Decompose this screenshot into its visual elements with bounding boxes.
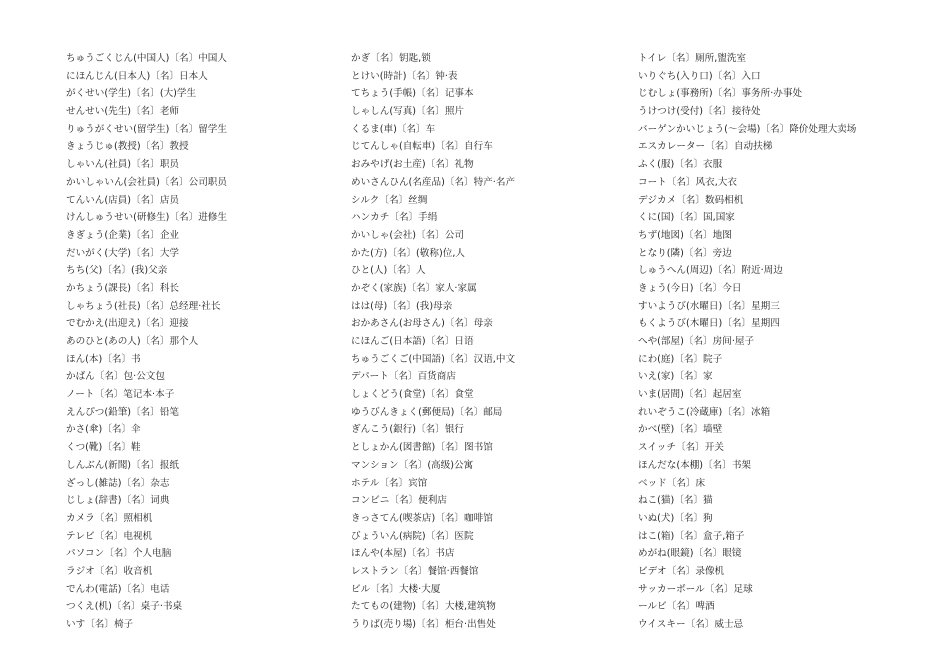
vocabulary-entry: ラジオ〔名〕收音机 <box>66 565 153 577</box>
vocabulary-entry: くつ(靴)〔名〕鞋 <box>66 442 141 454</box>
vocabulary-entry: カメラ〔名〕照相机 <box>66 512 153 524</box>
vocabulary-entry: はは(母)〔名〕(我)母亲 <box>351 300 453 312</box>
vocabulary-entry: いぬ(犬)〔名〕狗 <box>638 512 713 524</box>
vocabulary-entry: はこ(箱)〔名〕盒子,箱子 <box>638 530 745 542</box>
vocabulary-entry: いす〔名〕椅子 <box>66 619 134 630</box>
vocabulary-entry: でむかえ(出迎え)〔名〕迎接 <box>66 318 189 330</box>
vocabulary-entry: ちず(地図)〔名〕地图 <box>638 229 732 241</box>
vocabulary-entry: ノート〔名〕笔记本·本子 <box>66 389 175 401</box>
vocabulary-entry: もくようび(木曜日)〔名〕星期四 <box>638 318 780 330</box>
vocabulary-entry: たてもの(建物)〔名〕大楼,建筑物 <box>351 601 496 613</box>
vocabulary-entry: ちゅうごくご(中国語)〔名〕汉语,中文 <box>351 353 516 365</box>
vocabulary-entry: テレビ〔名〕电视机 <box>66 530 153 542</box>
vocabulary-entry: エスカレーター〔名〕自动扶梯 <box>638 141 773 153</box>
vocabulary-entry: ねこ(猫)〔名〕猫 <box>638 495 713 507</box>
vocabulary-entry: ちゅうごくじん(中国人)〔名〕中国人 <box>66 53 227 64</box>
vocabulary-entry: となり(隣)〔名〕旁边 <box>638 247 732 259</box>
vocabulary-entry: じてんしゃ(自転車)〔名〕自行车 <box>351 141 493 153</box>
vocabulary-entry: かぞく(家族)〔名〕家人·家属 <box>351 282 477 294</box>
vocabulary-entry: ハンカチ〔名〕手绢 <box>351 212 438 224</box>
vocabulary-entry: とけい(時計)〔名〕钟·表 <box>351 70 458 82</box>
vocabulary-entry: しゅうへん(周辺)〔名〕附近·周边 <box>638 265 783 277</box>
vocabulary-entry: かいしゃ(会社)〔名〕公司 <box>351 229 465 241</box>
vocabulary-entry: マンション〔名〕(高级)公寓 <box>351 459 474 471</box>
vocabulary-entry: きょう(今日)〔名〕今日 <box>638 282 742 294</box>
vocabulary-entry: ホテル〔名〕宾馆 <box>351 477 428 489</box>
vocabulary-entry: ほんや(本屋)〔名〕书店 <box>351 548 455 560</box>
vocabulary-entry: かた(方)〔名〕(敬称)位,人 <box>351 247 465 259</box>
vocabulary-entry: てちょう(手帳)〔名〕记事本 <box>351 88 474 100</box>
vocabulary-column-1 <box>66 50 336 634</box>
vocabulary-entry: しゃしん(写真)〔名〕照片 <box>351 106 465 118</box>
vocabulary-entry: しゃいん(社員)〔名〕职员 <box>66 159 180 171</box>
vocabulary-entry: きっさてん(喫茶店)〔名〕咖啡馆 <box>351 512 493 524</box>
vocabulary-entry: いりぐち(入り口)〔名〕入口 <box>638 70 761 82</box>
vocabulary-entry: でんわ(電話)〔名〕电话 <box>66 583 170 595</box>
vocabulary-entry: サッカーボール〔名〕足球 <box>638 583 753 595</box>
vocabulary-entry: ベッド〔名〕床 <box>638 477 706 489</box>
vocabulary-entry: がくせい(学生)〔名〕(大)学生 <box>66 88 197 100</box>
vocabulary-entry: ゆうびんきょく(郵便局)〔名〕邮局 <box>351 406 503 418</box>
vocabulary-entry: ほんだな(本棚)〔名〕书架 <box>638 459 752 471</box>
vocabulary-entry: うけつけ(受付)〔名〕接待处 <box>638 106 761 118</box>
vocabulary-entry: にわ(庭)〔名〕院子 <box>638 353 723 365</box>
vocabulary-entry: てんいん(店員)〔名〕店员 <box>66 194 180 206</box>
vocabulary-entry: おかあさん(お母さん)〔名〕母亲 <box>351 318 493 330</box>
vocabulary-entry: かさ(傘)〔名〕伞 <box>66 424 141 436</box>
vocabulary-entry: すいようび(水曜日)〔名〕星期三 <box>638 300 780 312</box>
vocabulary-entry: スイッチ〔名〕开关 <box>638 442 724 454</box>
vocabulary-entry: にほんじん(日本人)〔名〕日本人 <box>66 70 208 82</box>
vocabulary-entry: えんぴつ(鉛筆)〔名〕铅笔 <box>66 406 180 418</box>
vocabulary-entry: かばん〔名〕包·公文包 <box>66 371 165 383</box>
vocabulary-entry: デパート〔名〕百货商店 <box>351 371 456 383</box>
vocabulary-entry: くるま(車)〔名〕车 <box>351 123 436 135</box>
vocabulary-entry: にほんご(日本語)〔名〕日语 <box>351 336 474 347</box>
vocabulary-entry: コート〔名〕风衣,大衣 <box>638 176 737 188</box>
vocabulary-entry: うりば(売り場)〔名〕柜台·出售处 <box>351 619 496 630</box>
vocabulary-entry: けんしゅうせい(研修生)〔名〕进修生 <box>66 212 227 224</box>
vocabulary-entry: かぎ〔名〕钥匙,锁 <box>351 53 431 64</box>
vocabulary-entry: びょういん(病院)〔名〕医院 <box>351 530 474 542</box>
vocabulary-entry: りゅうがくせい(留学生)〔名〕留学生 <box>66 123 227 135</box>
vocabulary-entry: へや(部屋)〔名〕房间·屋子 <box>638 336 755 347</box>
vocabulary-entry: しんぶん(新聞)〔名〕报纸 <box>66 459 180 471</box>
vocabulary-entry: いま(居間)〔名〕起居室 <box>638 389 742 401</box>
vocabulary-entry: ウイスキー〔名〕威士忌 <box>638 619 744 630</box>
vocabulary-entry: しゃちょう(社長)〔名〕总经理·社长 <box>66 300 221 312</box>
vocabulary-entry: かべ(壁)〔名〕墙壁 <box>638 424 723 436</box>
vocabulary-entry: ビデオ〔名〕录像机 <box>638 565 725 577</box>
vocabulary-entry: ざっし(雑誌)〔名〕杂志 <box>66 477 170 489</box>
vocabulary-entry: トイレ〔名〕厕所,盥洗室 <box>638 53 747 64</box>
vocabulary-entry: れいぞうこ(冷蔵庫)〔名〕冰箱 <box>638 406 771 418</box>
vocabulary-entry: パソコン〔名〕个人电脑 <box>66 548 172 560</box>
vocabulary-entry: ひと(人)〔名〕人 <box>351 265 426 277</box>
vocabulary-entry: バーゲンかいじょう(～会場)〔名〕降价处理大卖场 <box>638 123 857 135</box>
vocabulary-entry: コンビニ〔名〕便利店 <box>351 495 447 507</box>
vocabulary-entry: シルク〔名〕丝绸 <box>351 194 428 206</box>
vocabulary-entry: ちち(父)〔名〕(我)父亲 <box>66 265 168 277</box>
vocabulary-entry: レストラン〔名〕餐馆·西餐馆 <box>351 565 479 577</box>
vocabulary-entry: ほん(本)〔名〕书 <box>66 353 141 365</box>
vocabulary-entry: きぎょう(企業)〔名〕企业 <box>66 229 180 241</box>
vocabulary-entry: としょかん(図書館)〔名〕图书馆 <box>351 442 493 454</box>
vocabulary-entry: デジカメ〔名〕数码相机 <box>638 194 744 206</box>
vocabulary-entry: じむしょ(事務所)〔名〕事务所·办事处 <box>638 88 803 100</box>
vocabulary-entry: ビル〔名〕大楼·大厦 <box>351 583 441 595</box>
vocabulary-column-2 <box>351 50 621 634</box>
vocabulary-entry: だいがく(大学)〔名〕大学 <box>66 247 180 259</box>
vocabulary-entry: おみやげ(お土産)〔名〕礼物 <box>351 159 474 171</box>
vocabulary-entry: めがね(眼鏡)〔名〕眼镜 <box>638 548 742 560</box>
vocabulary-entry: いえ(家)〔名〕家 <box>638 371 713 383</box>
vocabulary-entry: ふく(服)〔名〕衣服 <box>638 159 723 171</box>
vocabulary-entry: つくえ(机)〔名〕桌子·书桌 <box>66 601 183 613</box>
vocabulary-entry: あのひと(あの人)〔名〕那个人 <box>66 336 199 347</box>
vocabulary-entry: きょうじゅ(教授)〔名〕教授 <box>66 141 189 153</box>
vocabulary-entry: かいしゃいん(会社員)〔名〕公司职员 <box>66 176 227 188</box>
vocabulary-entry: めいさんひん(名産品)〔名〕特产·名产 <box>351 176 516 188</box>
vocabulary-entry: くに(国)〔名〕国,国家 <box>638 212 735 224</box>
vocabulary-entry: ぎんこう(銀行)〔名〕银行 <box>351 424 465 436</box>
vocabulary-entry: かちょう(課長)〔名〕科长 <box>66 282 180 294</box>
vocabulary-column-3 <box>638 50 928 634</box>
vocabulary-entry: じしょ(辞書)〔名〕词典 <box>66 495 170 507</box>
vocabulary-entry: しょくどう(食堂)〔名〕食堂 <box>351 389 474 401</box>
vocabulary-entry: ールビ〔名〕啤酒 <box>638 601 715 613</box>
vocabulary-entry: せんせい(先生)〔名〕老师 <box>66 106 180 118</box>
